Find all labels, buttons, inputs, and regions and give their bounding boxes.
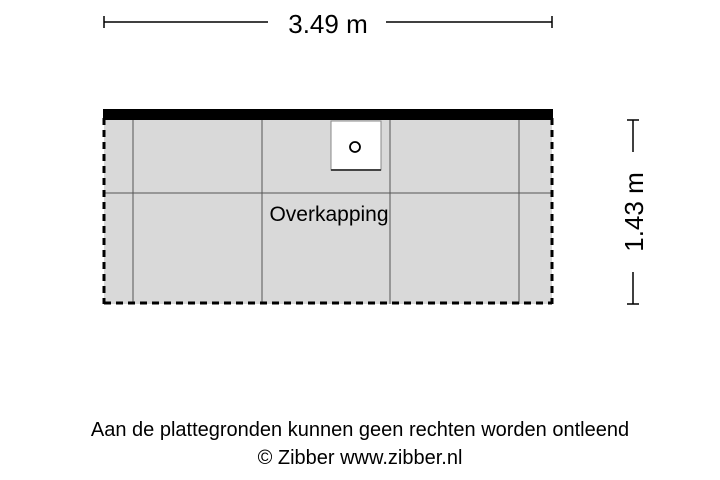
wall: [103, 109, 553, 120]
width-label: 3.49 m: [288, 9, 368, 39]
depth-label: 1.43 m: [619, 172, 649, 252]
room-label: Overkapping: [269, 203, 389, 226]
disclaimer-text: Aan de plattegronden kunnen geen rechten worden ontleend: [90, 419, 630, 441]
depth-dimension: [619, 120, 649, 304]
width-dimension: [104, 9, 552, 39]
drain-icon: [331, 121, 381, 170]
copyright-text: © Zibber www.zibber.nl: [257, 447, 463, 469]
